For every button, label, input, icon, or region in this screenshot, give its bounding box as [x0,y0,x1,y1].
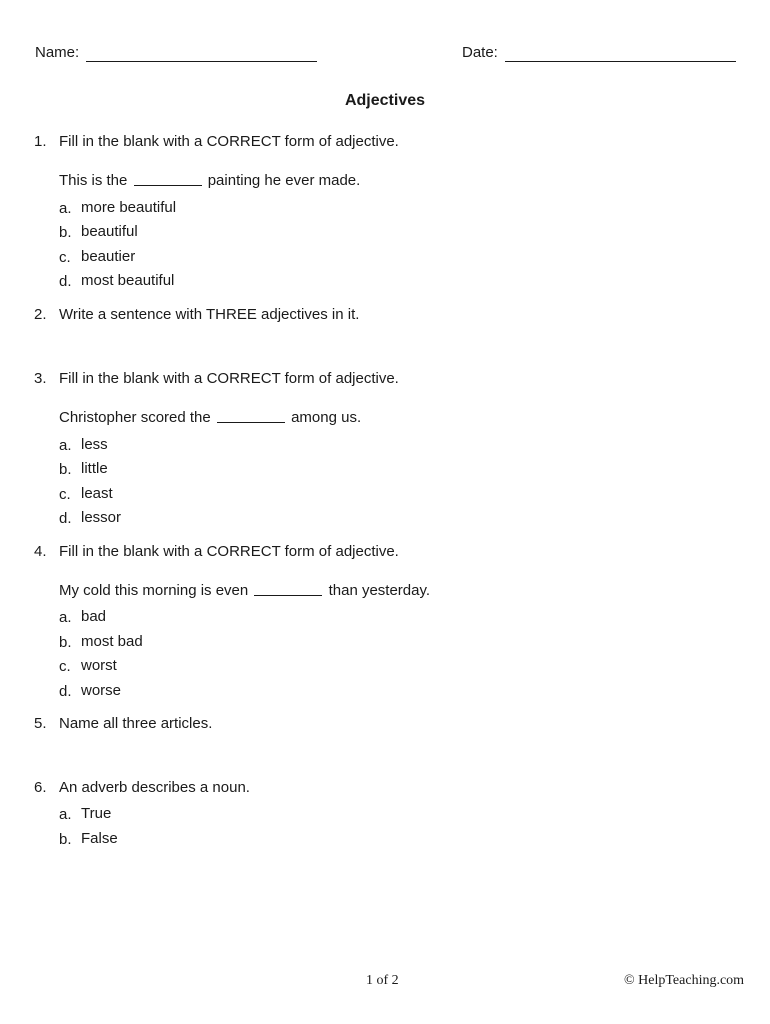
option-text[interactable]: less [81,436,108,453]
option-letter: d. [59,683,72,700]
name-field[interactable] [86,61,317,62]
question-number: 1. [34,133,47,150]
page-number: 1 of 2 [366,973,399,988]
sentence-after: painting he ever made. [207,172,361,189]
question-prompt: Name all three articles. [59,715,213,732]
sentence-before: My cold this morning is even [59,582,249,599]
option-letter: a. [59,609,72,626]
sentence-before: This is the [59,172,128,189]
option-letter: c. [59,658,71,675]
copyright-notice: © HelpTeaching.com [624,973,745,988]
option-text[interactable]: worst [81,657,117,674]
option-letter: b. [59,831,72,848]
option-letter: a. [59,200,72,217]
question-number: 2. [34,306,47,323]
option-letter: b. [59,461,72,478]
question-sentence [59,172,360,189]
question-prompt: Fill in the blank with a CORRECT form of adjective. [59,370,399,387]
sentence-after: among us. [291,409,362,426]
option-letter: d. [59,510,72,527]
date-label: Date: [462,44,498,61]
option-text[interactable]: bad [81,608,107,625]
option-text[interactable]: beautier [81,248,136,265]
worksheet-title: Adjectives [344,92,426,109]
question-prompt: An adverb describes a noun. [59,779,250,796]
question-number: 4. [34,543,47,560]
question-number: 5. [34,715,47,732]
question-prompt: Fill in the blank with a CORRECT form of adjective. [59,543,399,560]
option-letter: a. [59,437,72,454]
option-text[interactable]: worse [81,682,122,699]
name-label: Name: [35,44,80,61]
date-field[interactable] [505,61,736,62]
option-text[interactable]: lessor [81,509,122,526]
option-text[interactable]: most beautiful [81,272,175,289]
question-prompt: Write a sentence with THREE adjectives in it. [59,306,360,323]
question-number: 6. [34,779,47,796]
sentence-after: than yesterday. [328,582,431,599]
option-letter: d. [59,273,72,290]
option-letter: b. [59,634,72,651]
question-prompt: Fill in the blank with a CORRECT form of adjective. [59,133,399,150]
answer-blank[interactable] [134,185,202,186]
answer-blank[interactable] [217,422,285,423]
option-letter: a. [59,806,72,823]
option-text[interactable]: more beautiful [81,199,177,216]
option-text[interactable]: least [81,485,113,502]
option-letter: b. [59,224,72,241]
option-text[interactable]: most bad [81,633,143,650]
option-text[interactable]: False [81,830,118,847]
question-number: 3. [34,370,47,387]
option-letter: c. [59,486,71,503]
option-letter: c. [59,249,71,266]
option-text[interactable]: beautiful [81,223,138,240]
question-sentence [59,409,361,426]
answer-blank[interactable] [254,595,322,596]
option-text[interactable]: little [81,460,108,477]
option-text[interactable]: True [81,805,112,822]
question-sentence [59,582,430,599]
sentence-before: Christopher scored the [59,409,211,426]
